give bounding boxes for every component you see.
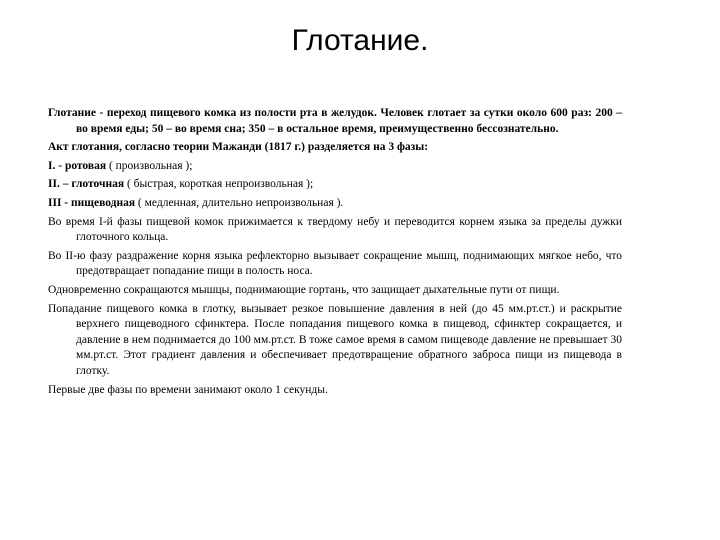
- phase-3-item: [48, 196, 622, 212]
- phase-1-description: ( произвольная );: [106, 159, 193, 172]
- paragraph-duration: Первые две фазы по времени занимают около 1 секунды.: [48, 383, 328, 396]
- paragraph-pressure: Попадание пищевого комка в глотку, вызывает резкое повышение давления в ней (до 45 мм.рт.ст.) и раскрытие верхнего пищеводного сфинктера. После попадания пищевого комка в пищевод, сфинктер сокращается, и давление в нем поднимается до 100 мм.рт.ст. В тоже самое время в самом пищеводе давление не превышает 30 мм.рт.ст. Этот градиент давления и обеспечивает предотвращение обратного заброса пищи из пищевода в глотку.: [48, 302, 622, 377]
- phase-1-item: [48, 159, 622, 175]
- paragraph-phase-1-detail: Во время I-й фазы пищевой комок прижимается к твердому небу и переводится корнем языка за пределы дужки глоточного кольца.: [48, 215, 622, 244]
- phase-3-name: пищеводная: [71, 196, 136, 209]
- phase-3-number: III -: [48, 196, 72, 209]
- paragraph-larynx: Одновременно сокращаются мышцы, поднимающие гортань, что защищает дыхательные пути от пищи.: [48, 283, 560, 296]
- phase-2-description: ( быстрая, короткая непроизвольная );: [124, 178, 314, 191]
- slide-title: Глотание.: [291, 24, 429, 57]
- phase-1-number: I. -: [48, 159, 65, 172]
- phase-3-description: ( медленная, длительно непроизвольная ).: [135, 196, 344, 209]
- slide-body: [48, 106, 622, 401]
- paragraph-definition: Глотание - переход пищевого комка из полости рта в желудок. Человек глотает за сутки около 600 раз: 200 – во время еды; 50 – во время сна; 350 – в остальное время, преимущественно бессознательно.: [48, 107, 622, 135]
- phase-2-number: II. –: [48, 178, 72, 191]
- phase-2-name: глоточная: [71, 178, 125, 191]
- paragraph-phases-intro: Акт глотания, согласно теории Мажанди (1817 г.) разделяется на 3 фазы:: [48, 141, 429, 154]
- phase-1-name: ротовая: [64, 159, 107, 172]
- phase-2-item: [48, 177, 622, 193]
- paragraph-phase-2-detail: Во II-ю фазу раздражение корня языка рефлекторно вызывает сокращение мышц, поднимающих мягкое небо, что предотвращает попадание пищи в полость носа.: [48, 249, 622, 278]
